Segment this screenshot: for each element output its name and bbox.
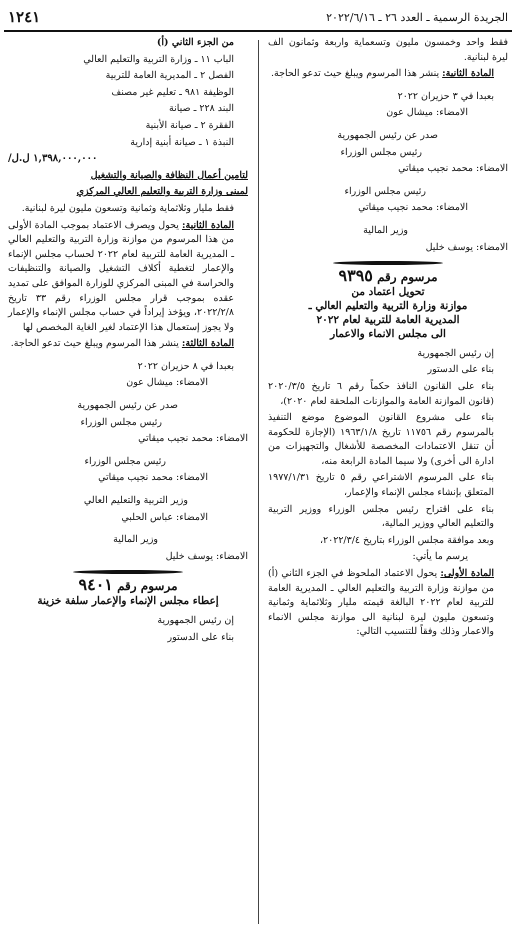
left-column: [8, 36, 248, 647]
president-signature: الامضاء: ميشال عون: [386, 107, 468, 119]
signing-date: بعبدا في ٣ حزيران ٢٠٢٢: [397, 90, 494, 102]
education-minister-signature: الامضاء: عباس الحلبي: [121, 511, 208, 523]
header-title: الجريدة الرسمية ـ العدد ٢٦ ـ ٢٠٢٢/٦/١٦: [326, 10, 508, 24]
article-text: ينشر هذا المرسوم ويبلغ حيث تدعو الحاجة.: [271, 68, 440, 80]
preamble-paragraph: بناء على مشروع القانون الموضوع موضع التنفيذ بالمرسوم رقم ١١٧٥٦ تاريخ ١٩٦٣/١/٨ (الإجازة للحكومة أن تنقل الاعتمادات المخصصة للأشغال والتجهيزات من ادارة الى أخرى) ولا سيما المادة الرابعة منه،: [268, 412, 494, 467]
preamble-paragraph: بناء على القانون النافذ حكماً رقم ٦ تاريخ ٢٠٢٠/٣/٥ (قانون الموازنة العامة والموازنات الملحقة لعام ٢٠٢٠)،: [268, 380, 494, 407]
decree-title-line: الى مجلس الانماء والاعمار: [330, 327, 446, 340]
amount-figure: /١,٣٩٨,٠٠٠,٠٠٠ ل.ل: [8, 153, 98, 165]
pm-title: رئيس مجلس الوزراء: [340, 146, 422, 158]
budget-line: الباب ١١ ـ وزارة التربية والتعليم العالي: [83, 53, 234, 65]
pm-title: رئيس مجلس الوزراء: [80, 416, 162, 428]
issued-by: صدر عن رئيس الجمهورية: [337, 129, 438, 141]
finance-minister-title: وزير المالية: [113, 534, 158, 546]
article-text: يحول الاعتماد الملحوظ في الجزء الثاني (أ) من موازنة وزارة التربية والتعليم العالي ـ المديرية العامة للتربية لعام ٢٠٢٢ البالغة قيمته مليار وثلاثماية وثمانية وتسعون مليون ليرة لبنانية الى موازنة مجلس الانماء والاعمار وذلك وفقاً للتنسيب التالي:: [268, 568, 494, 638]
article-label: المادة الثانية:: [182, 219, 234, 231]
decree-title-line: تحويل اعتماد من: [351, 285, 425, 298]
amount-words-paragraph: فقط مليار وثلاثماية وثمانية وتسعون مليون ليرة لبنانية.: [21, 202, 234, 214]
page-number: ١٢٤١: [8, 8, 41, 26]
purpose-line: لمبنى وزارة التربية والتعليم العالي المركزي: [76, 186, 248, 198]
issued-by: صدر عن رئيس الجمهورية: [77, 400, 178, 412]
article-3-paragraph: [8, 337, 248, 352]
pm-title: رئيس مجلس الوزراء: [84, 455, 166, 467]
budget-line: الفقرة ٢ ـ صيانة الأبنية: [145, 119, 234, 131]
article-text: ينشر هذا المرسوم ويبلغ حيث تدعو الحاجة.: [10, 338, 179, 350]
finance-minister-signature: الامضاء: يوسف خليل: [425, 241, 508, 253]
article-2-paragraph: [8, 219, 248, 336]
president-line: إن رئيس الجمهورية: [157, 615, 234, 626]
decree-number: ٩٤٠١: [78, 575, 113, 595]
amount-words-paragraph: فقط واحد وخمسون مليون وتسعماية واربعة وثمانون الف ليرة لبنانية.: [268, 37, 508, 63]
education-minister-title: وزير التربية والتعليم العالي: [83, 495, 188, 507]
president-signature: الامضاء: ميشال عون: [126, 377, 208, 389]
decree-label: مرسوم رقم: [117, 579, 178, 594]
pm-signature: الامضاء: محمد نجيب ميقاتي: [98, 472, 208, 484]
pm-signature: الامضاء: محمد نجيب ميقاتي: [358, 202, 468, 214]
budget-line: النبذة ١ ـ صيانة أبنية إدارية: [130, 136, 234, 148]
preamble-paragraph: بناء على المرسوم الاشتراعي رقم ٥ تاريخ ١٩٧٧/١/٣١ المتعلق بإنشاء مجلس الإنماء والإعمار،: [268, 472, 494, 499]
pm-title: رئيس مجلس الوزراء: [344, 185, 426, 197]
finance-minister-title: وزير المالية: [363, 224, 408, 236]
article-1-paragraph: [268, 567, 508, 640]
article-text: يحول ويصرف الاعتماد بموجب المادة الأولى من هذا المرسوم من موازنة وزارة التربية والتعليم العالي ـ المديرية العامة للتربية لعام ٢٠٢٢ لحساب مجلس الإنماء والإعمار لتغطية أكلاف التشغيل والصيانة والتنظيفات والحراسة في المبنى المركزي للوزارة الموافق على تمديد عقده بموجب قرار مجلس الوزراء رقم ٣٣ تاريخ ٢٠٢٢/٢/٨، ويؤخذ إيراداً في حساب مجلس الإنماء والإعمار ولا يجوز إستعمال هذا الإعتماد لغير الغاية المخصص لها: [8, 219, 234, 333]
right-column: [268, 36, 508, 642]
finance-minister-signature: الامضاء: يوسف خليل: [165, 550, 248, 562]
section-divider: [73, 570, 183, 574]
decree-label: مرسوم رقم: [377, 270, 438, 285]
pm-signature: الامضاء: محمد نجيب ميقاتي: [138, 433, 248, 445]
article-2-paragraph: [268, 67, 508, 82]
column-divider: [258, 40, 259, 924]
article-label: المادة الثالثة:: [181, 338, 234, 350]
decree-number-heading: [268, 266, 508, 286]
article-label: المادة الأولى:: [440, 568, 494, 580]
constitution-line: بناء على الدستور: [167, 631, 234, 643]
decree-number-heading: [8, 575, 248, 595]
budget-line: الوظيفة ٩٨١ ـ تعليم غير مصنف: [111, 86, 234, 98]
decree-title-line: المديرية العامة للتربية لعام ٢٠٢٢: [316, 313, 460, 326]
signing-date: بعبدا في ٨ حزيران ٢٠٢٢: [137, 360, 234, 372]
decree-title-line: موازنة وزارة التربية والتعليم العالي ـ: [308, 299, 468, 312]
budget-line: البند ٢٢٨ ـ صيانة: [169, 103, 234, 115]
page-header: [8, 6, 508, 28]
decree-number: ٩٣٩٥: [338, 266, 373, 286]
part-heading: من الجزء الثاني (أ): [156, 37, 234, 48]
pm-signature: الامضاء: محمد نجيب ميقاتي: [398, 163, 508, 175]
budget-line: الفصل ٢ ـ المديرية العامة للتربية: [105, 70, 234, 82]
header-rule: [4, 30, 512, 32]
decree-title-line: إعطاء مجلس الإنماء والإعمار سلفة خزينة: [37, 595, 219, 607]
constitution-line: بناء على الدستور: [427, 364, 494, 376]
section-divider: [333, 261, 443, 265]
purpose-line: لتامين أعمال النظافة والصيانة والتشغيل: [90, 169, 248, 181]
decrees-line: يرسم ما يأتي:: [412, 551, 468, 563]
president-line: إن رئيس الجمهورية: [417, 347, 494, 359]
preamble-paragraph: بناء على اقتراح رئيس مجلس الوزراء ووزير التربية والتعليم العالي ووزير المالية،: [268, 503, 494, 530]
article-label: المادة الثانية:: [442, 68, 494, 80]
approval-line: وبعد موافقة مجلس الوزراء بتاريخ ٢٠٢٢/٣/٤،: [319, 534, 494, 546]
